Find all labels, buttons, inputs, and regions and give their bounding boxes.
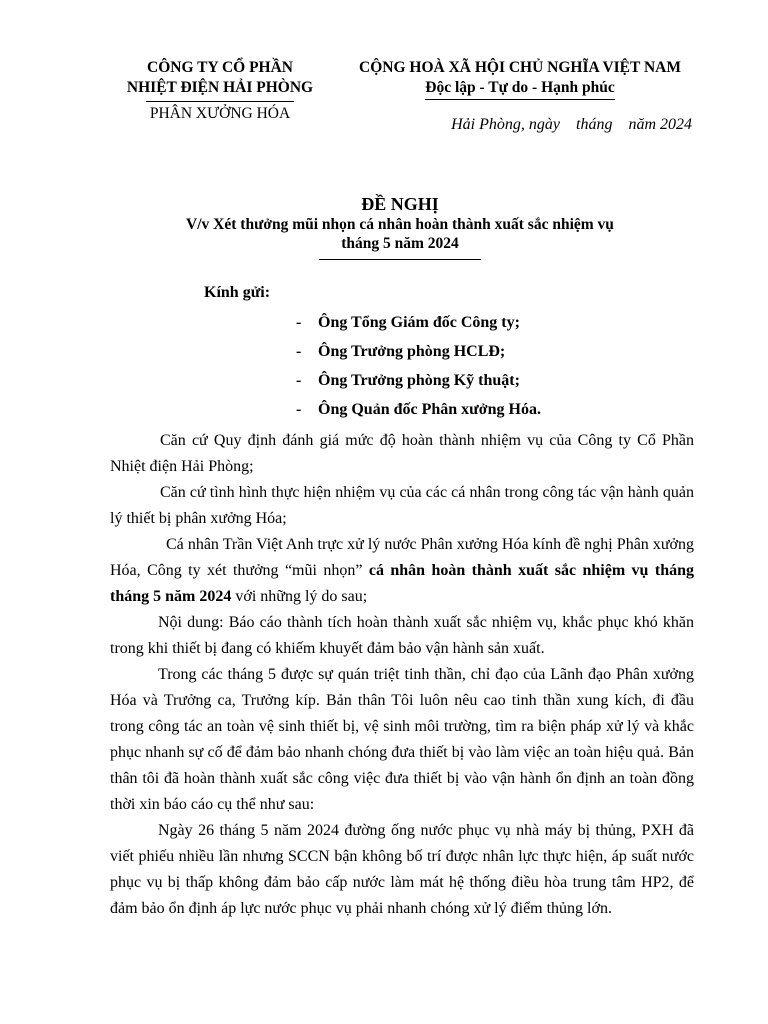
- paragraph-basis-performance: Căn cứ tình hình thực hiện nhiệm vụ của các cá nhân trong công tác vận hành quản lý thiết bị phân xưởng Hóa;: [110, 484, 694, 527]
- recipient-item: [296, 341, 541, 370]
- recipient-dash: -: [296, 343, 302, 360]
- paragraph-achievements: Trong các tháng 5 được sự quán triệt tinh thần, chỉ đạo của Lãnh đạo Phân xưởng Hóa và Trưởng ca, Trưởng kíp. Bản thân Tôi luôn nêu cao tinh thần xung kích, đi đầu trong công tác an toàn vệ sinh thiết bị, vệ sinh môi trường, tìm ra biện pháp xử lý và khắc phục nhanh sự cố để đảm bảo nhanh chóng đưa thiết bị vào làm việc an toàn hiệu quả. Bản thân tôi đã hoàn thành xuất sắc công việc đưa thiết bị vào vận hành ổn định an toàn đồng thời xin báo cáo cụ thể như sau:: [110, 666, 694, 813]
- recipient-text: Ông Trưởng phòng HCLĐ;: [318, 343, 506, 360]
- document-subject-line1: V/v Xét thưởng mũi nhọn cá nhân hoàn thành xuất sắc nhiệm vụ: [186, 216, 614, 233]
- document-body: [110, 428, 694, 922]
- company-header: [100, 58, 340, 124]
- paragraph-basis-regulation: Căn cứ Quy định đánh giá mức độ hoàn thành nhiệm vụ của Công ty Cổ Phần Nhiệt điện Hải Phòng;: [110, 432, 694, 475]
- proposal-text-start: Cá nhân Trần Việt Anh trực xử lý nước Phân xưởng Hóa kính đề nghị Phân xưởng Hóa, Công ty xét thưởng “mũi nhọn”: [110, 536, 694, 579]
- national-motto: Độc lập - Tự do - Hạnh phúc: [425, 78, 614, 100]
- recipient-text: Ông Tổng Giám đốc Công ty;: [318, 314, 520, 331]
- recipient-item: [296, 399, 541, 428]
- paragraph-content: Nội dung: Báo cáo thành tích hoàn thành xuất sắc nhiệm vụ, khắc phục khó khăn trong khi thiết bị đang có khiếm khuyết đảm bảo vận hành sản xuất.: [110, 614, 694, 657]
- recipient-text: Ông Trưởng phòng Kỹ thuật;: [318, 372, 520, 389]
- recipient-dash: -: [296, 372, 302, 389]
- paragraph-incident: Ngày 26 tháng 5 năm 2024 đường ống nước phục vụ nhà máy bị thủng, PXH đã viết phiếu nhiều lần nhưng SCCN bận không bố trí được nhân lực thực hiện, áp suất nước phục vụ bị thấp không đảm bảo cấp nước làm mát hệ thống điều hòa trung tâm HP2, để đảm bảo ổn định áp lực nước phục vụ phải nhanh chóng xử lý điểm thủng lớn.: [110, 822, 694, 917]
- document-title-block: [100, 193, 700, 260]
- department-name: PHÂN XƯỞNG HÓA: [149, 105, 291, 122]
- recipient-dash: -: [296, 401, 302, 418]
- recipient-item: [296, 370, 541, 399]
- recipient-list: [296, 312, 541, 428]
- company-name-line1: CÔNG TY CỔ PHẦN: [147, 59, 293, 76]
- company-header-rule: [146, 101, 294, 102]
- document-title: ĐỀ NGHỊ: [361, 194, 439, 214]
- national-title: CỘNG HOÀ XÃ HỘI CHỦ NGHĨA VIỆT NAM: [359, 59, 681, 76]
- proposal-text-end: với những lý do sau;: [231, 588, 368, 605]
- recipient-text: Ông Quản đốc Phân xưởng Hóa.: [318, 401, 541, 418]
- title-rule: [319, 259, 481, 260]
- national-header: [336, 58, 704, 100]
- document-subject-line2: tháng 5 năm 2024: [341, 235, 459, 252]
- dateline: Hải Phòng, ngày tháng năm 2024: [451, 116, 692, 133]
- recipient-dash: -: [296, 314, 302, 331]
- recipient-item: [296, 312, 541, 341]
- proposal-text-bold: cá nhân hoàn thành xuất sắc nhiệm vụ tháng tháng 5 năm 2024: [110, 562, 694, 605]
- company-name-line2: NHIỆT ĐIỆN HẢI PHÒNG: [126, 79, 314, 96]
- salutation-label: Kính gửi:: [204, 284, 271, 301]
- paragraph-proposal: [110, 532, 694, 610]
